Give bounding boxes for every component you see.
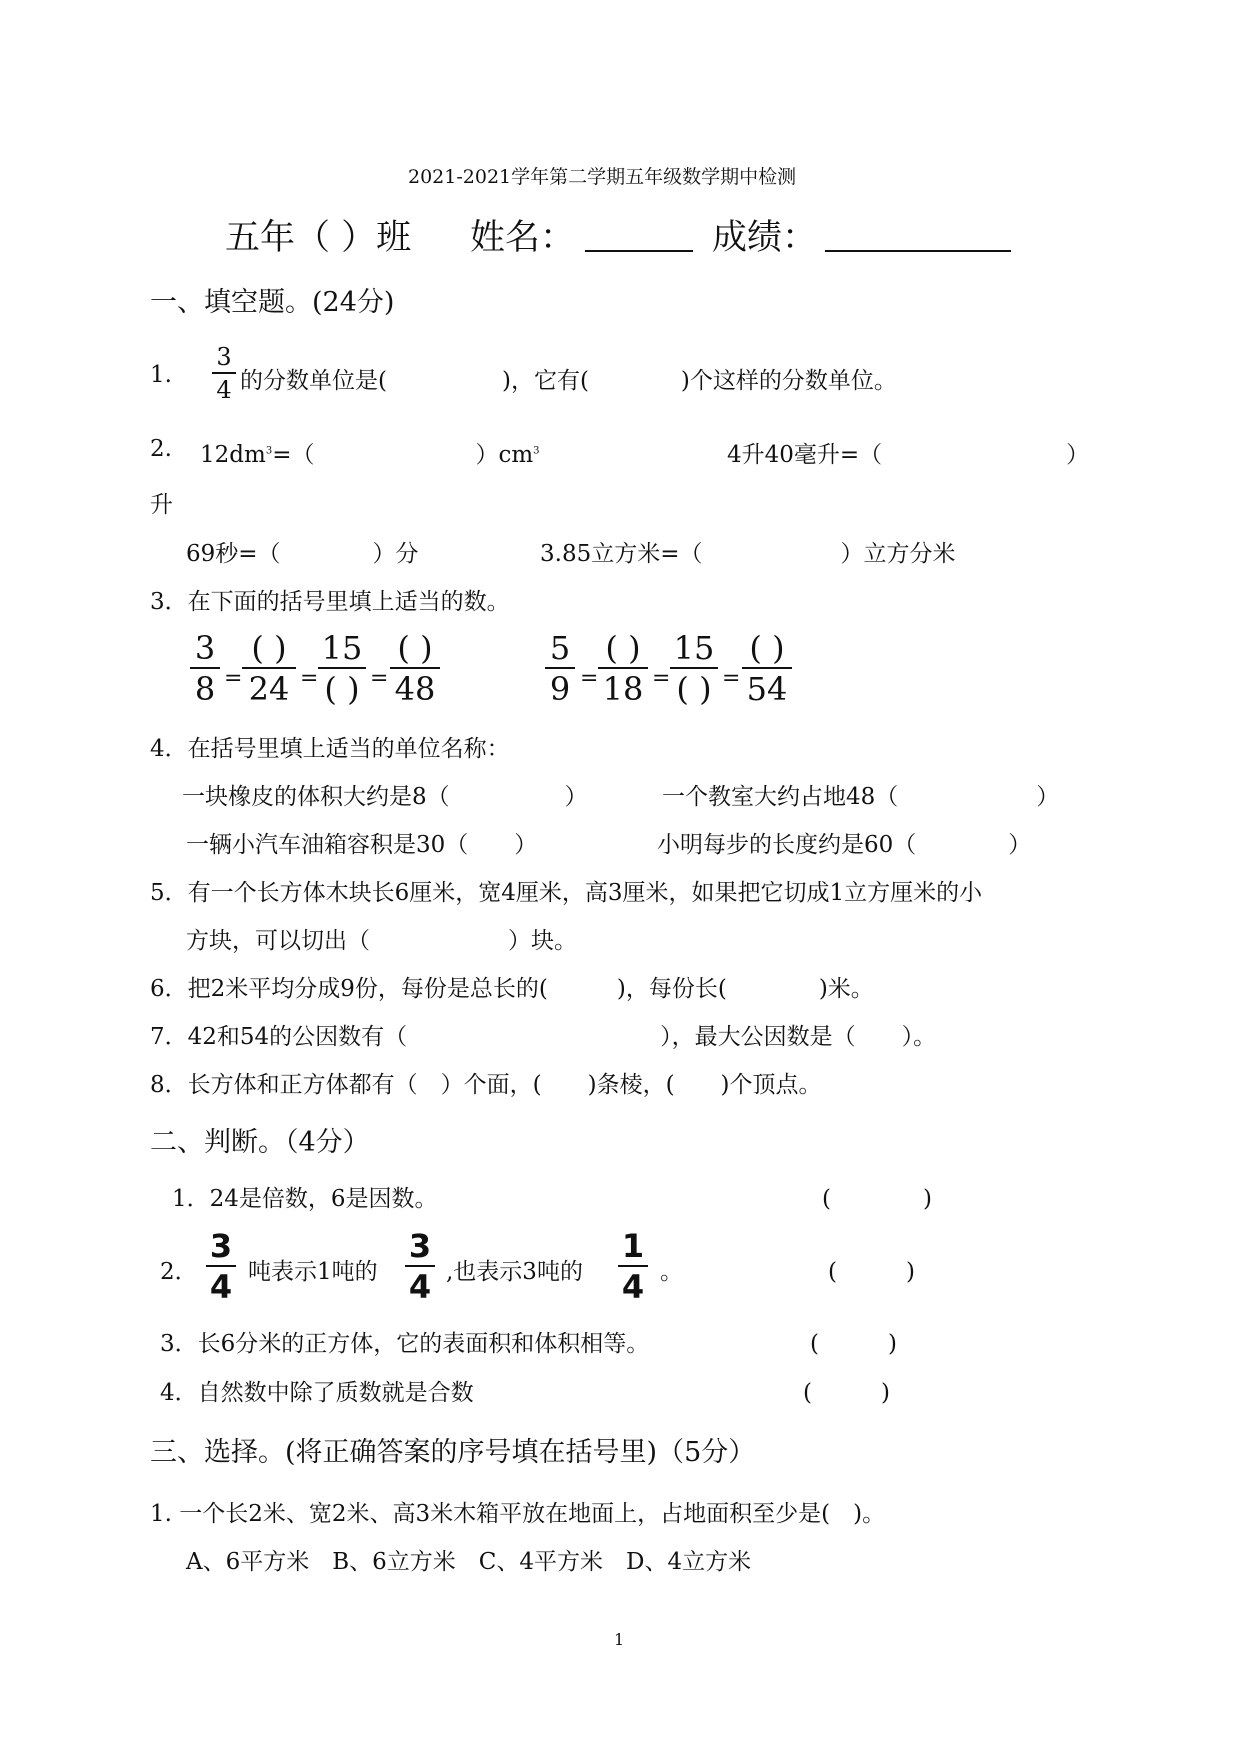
q2-number: 2. <box>150 436 172 462</box>
header-name-label: 姓名： <box>470 218 576 258</box>
judge-q2-f1-numerator: 3 <box>209 1227 233 1265</box>
score-blank-line[interactable] <box>825 214 1011 252</box>
q2-item-a-end-sup: 3 <box>533 445 540 457</box>
q1-number: 1. <box>150 362 172 388</box>
judge-q2-paren[interactable]: ( ) <box>828 1259 915 1285</box>
q4-item-d: 小明每步的长度约是60（ ） <box>657 832 1032 858</box>
q3-g2-f3-denominator[interactable]: ( ) <box>676 670 712 708</box>
exam-title: 2021-2021学年第二学期五年级数学期中检测 <box>408 166 797 188</box>
judge-q2-f2-denominator: 4 <box>408 1268 432 1306</box>
q3-g1-f3-denominator[interactable]: ( ) <box>324 670 360 708</box>
q2-item-a <box>200 436 540 469</box>
judge-q2-f1-bar <box>206 1265 236 1267</box>
judge-q2-fraction-2 <box>405 1227 435 1306</box>
section-choice-title: 三、选择。(将正确答案的序号填在括号里)（5分） <box>150 1437 756 1468</box>
q2-item-d: 3.85立方米=（ ）立方分米 <box>540 541 956 567</box>
q3-g1-f2-bar <box>242 667 296 669</box>
q3-g1-f1-bar <box>190 667 220 669</box>
judge-q2-mid-2: ,也表示3吨的 <box>446 1259 583 1285</box>
header-score-label: 成绩： <box>712 218 818 258</box>
q3-g2-fraction-4 <box>742 629 792 708</box>
judge-q2-fraction-3 <box>618 1227 648 1306</box>
q3-g2-f3-numerator: 15 <box>673 629 715 667</box>
judge-q2-f3-numerator: 1 <box>621 1227 645 1265</box>
judge-q2-f2-bar <box>405 1265 435 1267</box>
judge-q4-paren[interactable]: ( ) <box>803 1380 890 1406</box>
q3-g1-f2-numerator[interactable]: ( ) <box>251 629 287 667</box>
judge-q2-fraction-1 <box>206 1227 236 1306</box>
judge-q1-text: 1．24是倍数，6是因数。 <box>172 1186 438 1212</box>
judge-q2-end: 。 <box>660 1259 683 1285</box>
q3-g1-eq-2: = <box>300 666 319 691</box>
q3-g1-fraction-3 <box>318 629 366 708</box>
judge-q2-f1-denominator: 4 <box>209 1268 233 1306</box>
q3-g2-f4-bar <box>742 667 792 669</box>
q3-g1-f4-bar <box>390 667 440 669</box>
q3-g2-f3-bar <box>670 667 718 669</box>
q3-g1-f2-denominator: 24 <box>248 670 290 708</box>
q3-g2-f1-bar <box>545 667 575 669</box>
q3-g2-eq-3: = <box>722 666 741 691</box>
q3-g1-fraction-1 <box>190 629 220 708</box>
q3-g1-f3-numerator: 15 <box>321 629 363 667</box>
name-blank-line[interactable] <box>585 214 693 252</box>
q3-g2-eq-2: = <box>652 666 671 691</box>
q2-item-b-continued: 升 <box>150 492 173 518</box>
judge-q2-f2-numerator: 3 <box>408 1227 432 1265</box>
q3-g1-f1-denominator: 8 <box>194 670 216 708</box>
judge-q3-text: 3．长6分米的正方体，它的表面积和体积相等。 <box>160 1331 650 1357</box>
q4-item-b: 一个教室大约占地48（ ） <box>662 784 1060 810</box>
q5-line-2: 方块，可以切出（ ）块。 <box>186 928 577 954</box>
q1-fraction-numerator: 3 <box>216 343 232 371</box>
q8-text: 8．长方体和正方体都有（ ）个面，( )条棱，( )个顶点。 <box>150 1072 822 1098</box>
q3-g2-f1-numerator: 5 <box>549 629 571 667</box>
q2-item-b: 4升40毫升=（ ） <box>727 442 1090 468</box>
q3-g2-f1-denominator: 9 <box>549 670 571 708</box>
q4-item-c: 一辆小汽车油箱容积是30（ ） <box>186 832 538 858</box>
judge-q2-f3-denominator: 4 <box>621 1268 645 1306</box>
q3-g1-f4-numerator[interactable]: ( ) <box>397 629 433 667</box>
q3-g2-f2-bar <box>598 667 648 669</box>
q2-item-a-start: 12dm <box>200 442 266 468</box>
q3-g2-f2-denominator: 18 <box>602 670 644 708</box>
judge-q4-text: 4．自然数中除了质数就是合数 <box>160 1380 474 1406</box>
q3-text: 3．在下面的括号里填上适当的数。 <box>150 589 510 615</box>
choice-q1-options: A、6平方米 B、6立方米 C、4平方米 D、4立方米 <box>186 1549 752 1575</box>
q7-text: 7．42和54的公因数有（ ），最大公因数是（ ）。 <box>150 1024 937 1050</box>
q3-g1-f1-numerator: 3 <box>194 629 216 667</box>
judge-q2-f3-bar <box>618 1265 648 1267</box>
header-class-label: 五年（ ）班 <box>225 218 412 258</box>
q3-g2-fraction-2 <box>598 629 648 708</box>
q2-item-c: 69秒=（ ）分 <box>186 541 419 567</box>
section-fill-in-title: 一、填空题。(24分) <box>150 287 395 318</box>
q3-g2-f2-numerator[interactable]: ( ) <box>605 629 641 667</box>
q3-g1-fraction-4 <box>390 629 440 708</box>
q3-g1-f3-bar <box>318 667 366 669</box>
q3-g2-fraction-3 <box>670 629 718 708</box>
q1-text: 的分数单位是( )，它有( )个这样的分数单位。 <box>240 368 897 394</box>
q3-g2-f4-numerator[interactable]: ( ) <box>749 629 785 667</box>
q3-g2-eq-1: = <box>580 666 599 691</box>
q5-line-1: 5．有一个长方体木块长6厘米，宽4厘米，高3厘米，如果把它切成1立方厘米的小 <box>150 880 983 906</box>
q3-g2-fraction-1 <box>545 629 575 708</box>
page-number: 1 <box>614 1630 625 1649</box>
choice-q1-text: 1. 一个长2米、宽2米、高3米木箱平放在地面上，占地面积至少是( )。 <box>150 1501 886 1527</box>
q3-g1-eq-3: = <box>370 666 389 691</box>
q4-text: 4．在括号里填上适当的单位名称： <box>150 736 510 762</box>
judge-q2-mid-1: 吨表示1吨的 <box>248 1259 378 1285</box>
q2-item-a-end: =（ ）cm <box>272 442 534 468</box>
judge-q1-paren[interactable]: ( ) <box>822 1186 932 1212</box>
judge-q3-paren[interactable]: ( ) <box>810 1331 897 1357</box>
q4-item-a: 一块橡皮的体积大约是8（ ） <box>182 784 588 810</box>
q3-g1-fraction-2 <box>242 629 296 708</box>
q1-fraction-denominator: 4 <box>216 376 232 404</box>
section-judge-title: 二、判断。（4分） <box>150 1127 370 1158</box>
q3-g1-f4-denominator: 48 <box>394 670 436 708</box>
q3-g1-eq-1: = <box>224 666 243 691</box>
q6-text: 6．把2米平均分成9份，每份是总长的( )，每份长( )米。 <box>150 976 874 1002</box>
q3-g2-f4-denominator: 54 <box>746 670 788 708</box>
q2-item-a-sup: 3 <box>265 445 273 457</box>
judge-q2-number: 2． <box>160 1259 198 1285</box>
q1-fraction <box>212 345 236 402</box>
q1-fraction-bar <box>212 372 236 374</box>
